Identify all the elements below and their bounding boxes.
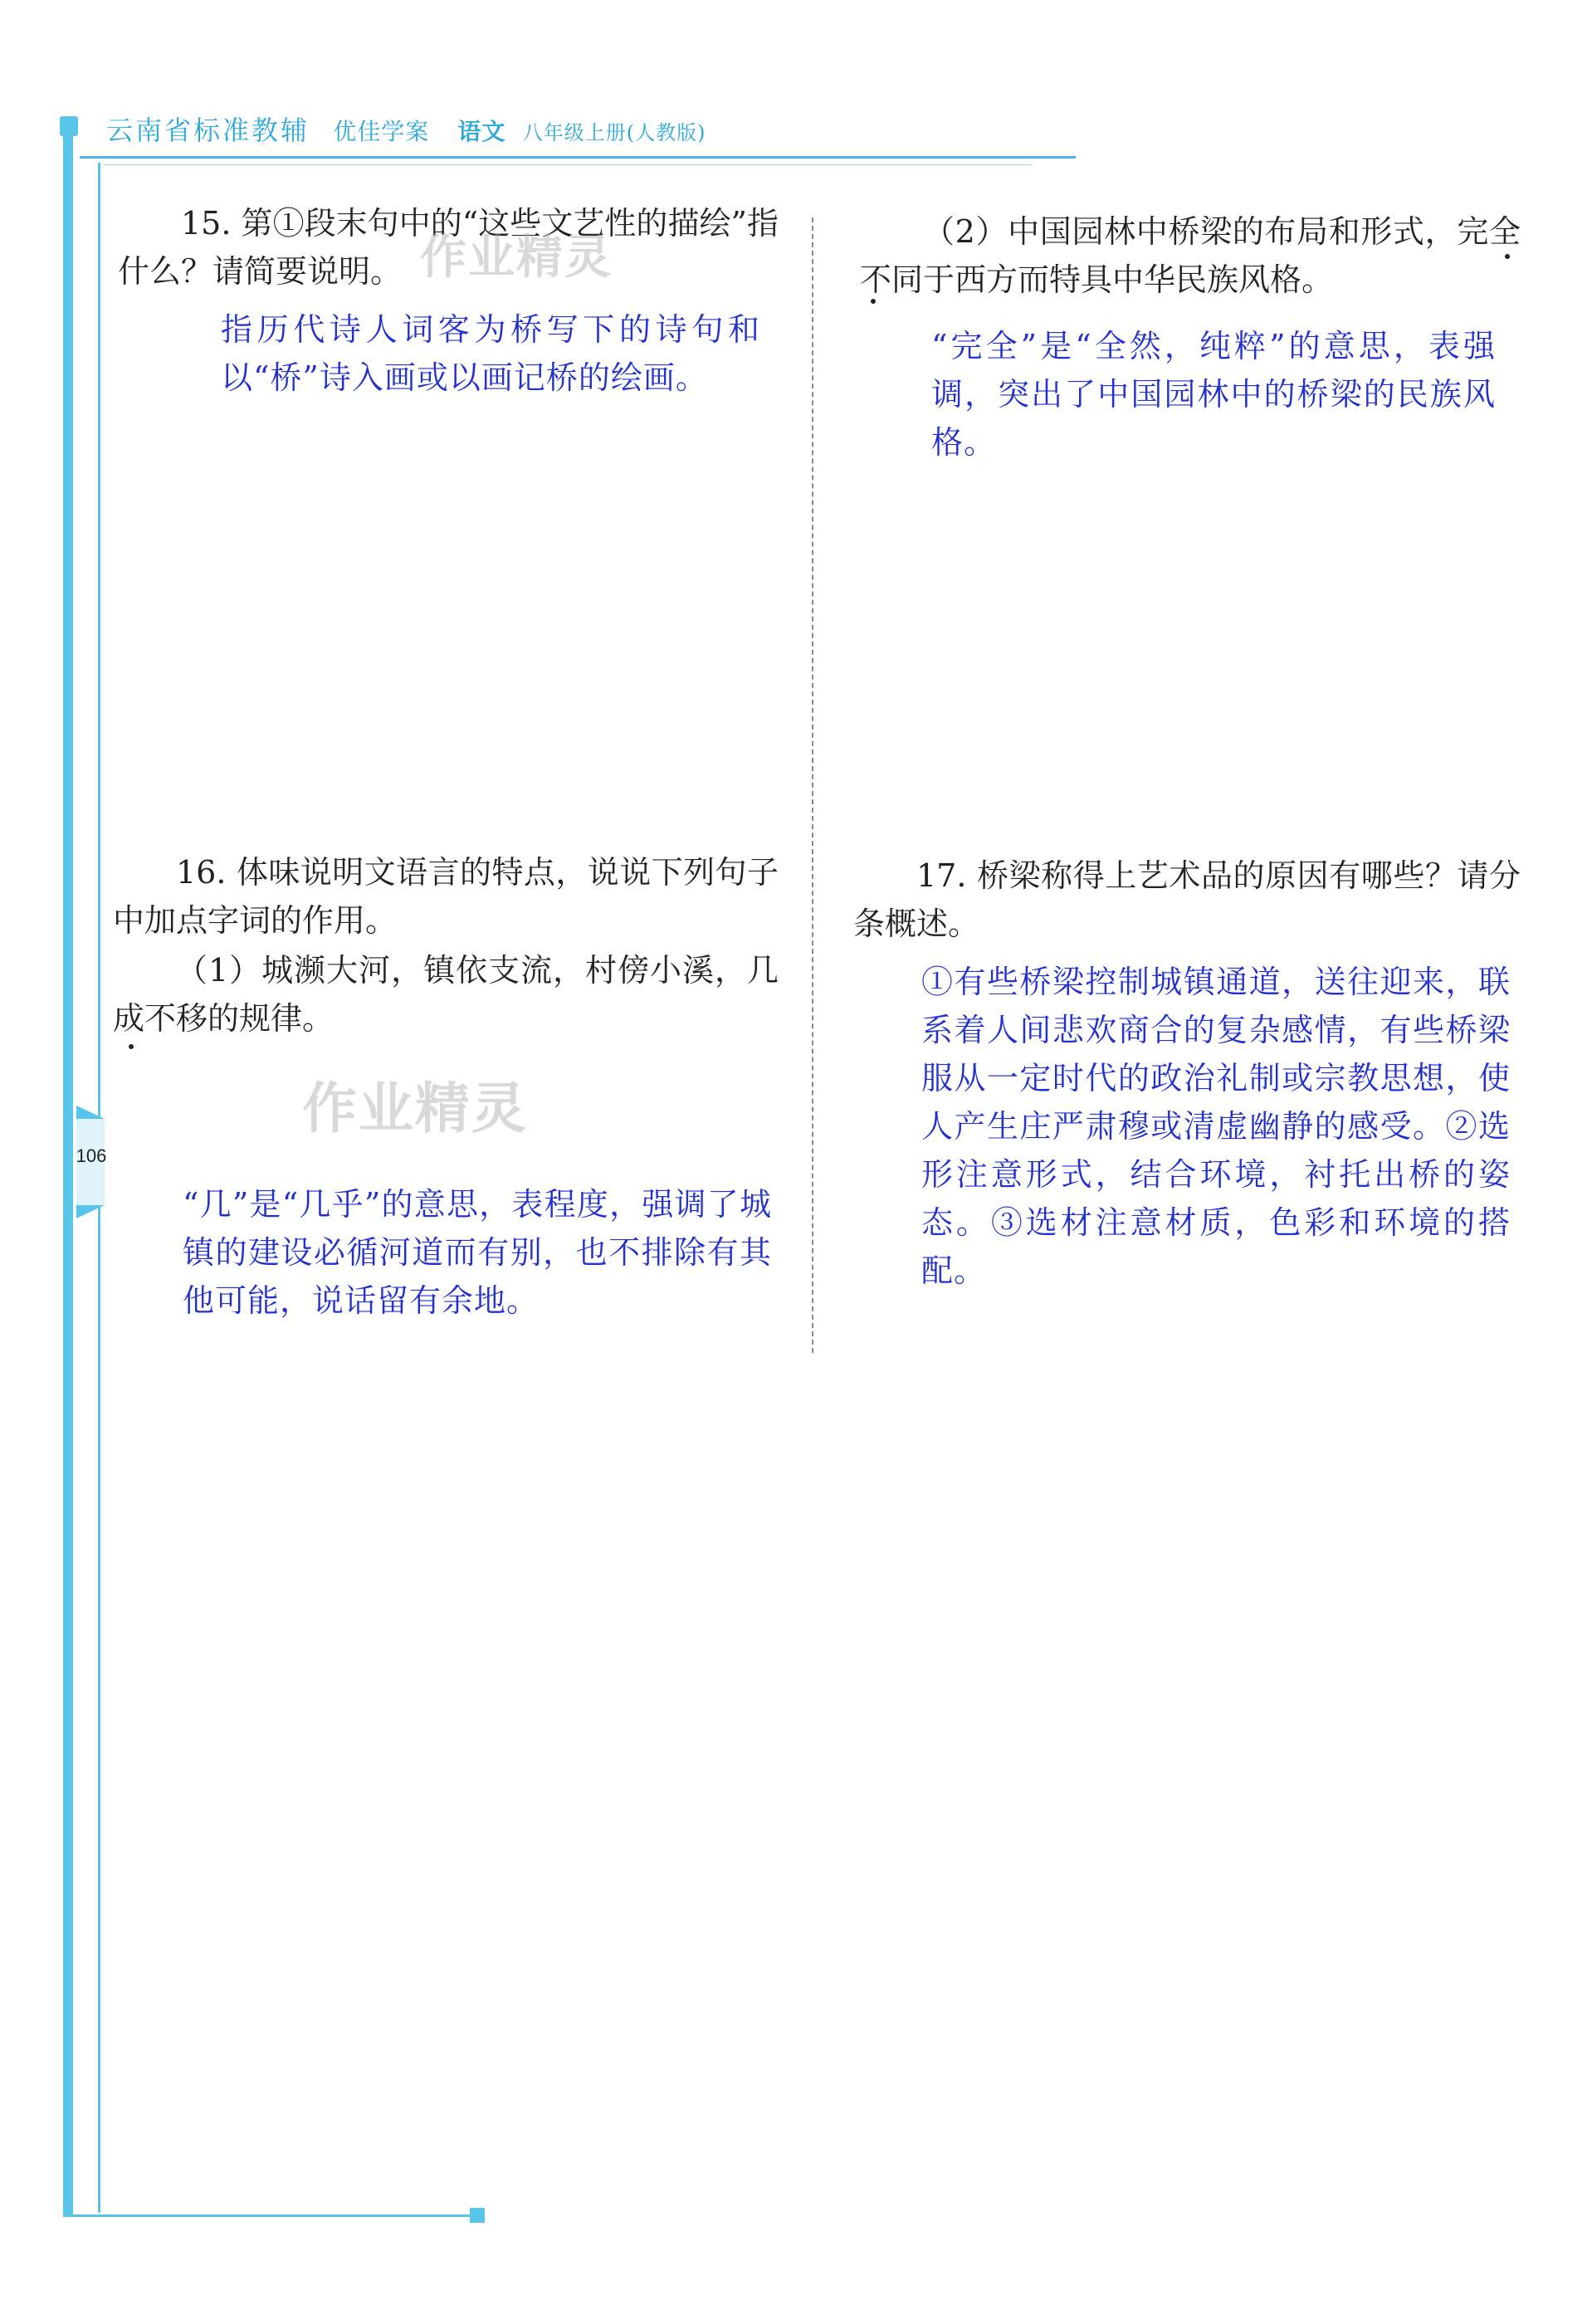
series-title: 云南省标准教辅: [106, 115, 310, 146]
question-17: 17. 桥梁称得上艺术品的原因有哪些？请分条概述。: [853, 857, 1521, 942]
grade-label: 八年级上册(人教版): [522, 121, 706, 144]
answer-15: 指历代诗人词客为桥写下的诗句和以“桥”诗入画或以画记桥的绘画。: [221, 311, 760, 396]
answer-16-2: “完全”是“全然，纯粹”的意思，表强调，突出了中国园林中的桥梁的民族风格。: [931, 328, 1496, 461]
column-divider: [812, 217, 813, 1353]
question-16: 16. 体味说明文语言的特点，说说下列句子中加点字词的作用。: [113, 854, 779, 939]
header-rule: [80, 156, 1076, 159]
question-16-sub1: （1）城濒大河，镇依支流，村傍小溪，几成不移的规律。: [113, 952, 779, 1037]
watermark: 作业精灵: [420, 231, 613, 285]
book-title: 优佳学案: [333, 118, 430, 145]
emphasis-dot: [1505, 254, 1510, 259]
page-number: 106: [76, 1145, 107, 1166]
question-15: 15. 第①段末句中的“这些文艺性的描绘”指什么？请简要说明。: [118, 205, 779, 290]
emphasis-dot: [871, 299, 876, 304]
question-16-sub2: （2）中国园林中桥梁的布局和形式，完全不同于西方而特具中华民族风格。: [860, 213, 1521, 298]
emphasis-dot: [129, 1044, 134, 1049]
margin-bar: [63, 124, 73, 2216]
page-header: [106, 110, 706, 156]
watermark: 作业精灵: [302, 1077, 528, 1140]
page-tab-notch-top: [76, 1106, 105, 1119]
footer-rule: [63, 2214, 478, 2217]
page-tab-notch-bottom: [76, 1205, 105, 1218]
subject-label: 语文: [457, 118, 506, 145]
footer-square: [470, 2208, 485, 2223]
answer-16-1: “几”是“几乎”的意思，表程度，强调了城镇的建设必循河道而有别，也不排除有其他可能，说话留有余地。: [183, 1186, 772, 1319]
header-rule-thin: [103, 164, 1033, 165]
answer-17: ①有些桥梁控制城镇通道，送往迎来，联系着人间悲欢商合的复杂感情，有些桥梁服从一定时代的政治礼制或宗教思想，使人产生庄严肃穆或清虚幽静的感受。②选形注意形式，结合环境，衬托出桥的姿态。③选材注意材质，色彩和环境的搭配。: [921, 964, 1511, 1289]
